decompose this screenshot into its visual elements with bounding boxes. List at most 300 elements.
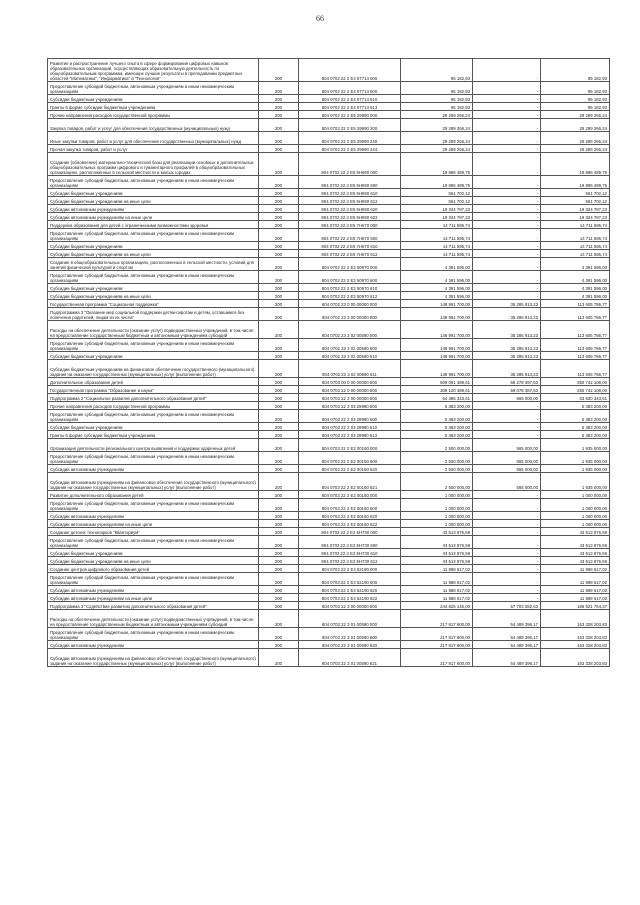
row-executed-cell: - — [473, 402, 541, 410]
row-budget-code-cell: 804 0702 23 3 02 00590 611 — [299, 360, 401, 378]
row-admin-code-cell: 200 — [259, 491, 299, 499]
row-remaining-cell: 1 935 000,00 — [541, 473, 610, 491]
row-approved-cell: 5 383 200,00 — [401, 423, 473, 431]
row-budget-code-cell: 804 0703 22 2 E2 5Н730 610 — [299, 549, 401, 557]
row-approved-cell: 43 513 876,59 — [401, 528, 473, 536]
row-name-cell: Прочие направления расходов государственной программы — [48, 111, 259, 119]
row-name-cell: Гранты в форме субсидии бюджетным учреждениям — [48, 103, 259, 111]
table-row — [48, 308, 610, 321]
table-row — [48, 465, 610, 473]
row-executed-cell: - — [473, 111, 541, 119]
row-remaining-cell: 14 711 595,74 — [541, 250, 610, 258]
row-name-cell: Организация деятельности регионального центра выявления и поддержки одаренных детей — [48, 439, 259, 452]
row-remaining-cell: 63 820 343,61 — [541, 394, 610, 402]
row-name-cell: Субсидии бюджетным учреждениям на иные цели — [48, 292, 259, 300]
budget-execution-table — [47, 58, 610, 667]
row-budget-code-cell: 804 0703 22 2 03 29990 610 — [299, 423, 401, 431]
row-executed-cell: - — [473, 145, 541, 153]
row-executed-cell: - — [473, 528, 541, 536]
table-row — [48, 423, 610, 431]
table-row — [48, 221, 610, 229]
row-admin-code-cell: 200 — [259, 628, 299, 641]
row-executed-cell: - — [473, 213, 541, 221]
row-remaining-cell: 14 711 595,74 — [541, 242, 610, 250]
row-name-cell: Предоставление субсидий бюджетным, автономным учреждениям и иным некоммерческим организациям — [48, 271, 259, 284]
row-budget-code-cell: 804 0703 22 2 E2 5Н730 612 — [299, 557, 401, 565]
row-remaining-cell: 4 391 596,00 — [541, 271, 610, 284]
row-approved-cell: 1 000 000,00 — [401, 499, 473, 512]
row-name-cell: Создание центров цифрового образования детей — [48, 565, 259, 573]
row-remaining-cell: 43 513 876,59 — [541, 536, 610, 549]
table-row — [48, 59, 610, 82]
table-row — [48, 271, 610, 284]
table-row — [48, 491, 610, 499]
row-name-cell: Прочая закупка товаров, работ и услуг — [48, 145, 259, 153]
row-remaining-cell: 19 886 489,75 — [541, 153, 610, 176]
row-budget-code-cell: 804 0703 00 0 00 00000 000 — [299, 378, 401, 386]
table-row — [48, 499, 610, 512]
row-remaining-cell: 19 324 787,23 — [541, 205, 610, 213]
row-admin-code-cell: 200 — [259, 439, 299, 452]
row-budget-code-cell: 804 0703 22 2 E2 00160 620 — [299, 465, 401, 473]
row-approved-cell: 11 988 617,02 — [401, 594, 473, 602]
table-row — [48, 536, 610, 549]
row-admin-code-cell: 200 — [259, 423, 299, 431]
table-row — [48, 473, 610, 491]
row-approved-cell: 4 391 596,00 — [401, 258, 473, 271]
row-executed-cell: - — [473, 95, 541, 103]
row-admin-code-cell: 200 — [259, 360, 299, 378]
table-row — [48, 292, 610, 300]
row-approved-cell: 1 000 000,00 — [401, 520, 473, 528]
row-name-cell: Субсидии бюджетным учреждениям на иные цели — [48, 250, 259, 258]
row-name-cell: Государственная программа "Образование и наука" — [48, 386, 259, 394]
row-executed-cell: - — [473, 221, 541, 229]
table-row — [48, 176, 610, 189]
table-row — [48, 103, 610, 111]
row-admin-code-cell: 200 — [259, 641, 299, 649]
table-row — [48, 111, 610, 119]
row-remaining-cell: 14 711 595,74 — [541, 229, 610, 242]
row-remaining-cell: 29 289 266,24 — [541, 132, 610, 145]
row-admin-code-cell: 200 — [259, 352, 299, 360]
row-admin-code-cell: 200 — [259, 189, 299, 197]
row-name-cell: Предоставление субсидий бюджетным, автономным учреждениям и иным некоммерческим организациям — [48, 229, 259, 242]
row-admin-code-cell: 200 — [259, 205, 299, 213]
row-budget-code-cell: 804 0702 22 2 Е5 7Н670 612 — [299, 250, 401, 258]
row-admin-code-cell: 200 — [259, 573, 299, 586]
row-approved-cell: 2 500 000,00 — [401, 452, 473, 465]
row-executed-cell: - — [473, 557, 541, 565]
row-remaining-cell: 4 391 596,00 — [541, 292, 610, 300]
row-budget-code-cell: 804 0702 22 2 Е2 50970 600 — [299, 271, 401, 284]
row-budget-code-cell: 804 0702 22 2 Е2 50970 612 — [299, 292, 401, 300]
row-admin-code-cell: 200 — [259, 536, 299, 549]
row-remaining-cell: 5 383 200,00 — [541, 423, 610, 431]
row-name-cell: Создание детских технопарков "Кванториум" — [48, 528, 259, 536]
row-executed-cell: - — [473, 565, 541, 573]
row-executed-cell: 54 489 396,17 — [473, 649, 541, 667]
row-admin-code-cell: 200 — [259, 119, 299, 132]
row-budget-code-cell: 804 0703 22 2 E2 00160 000 — [299, 491, 401, 499]
row-approved-cell: 148 991 700,00 — [401, 339, 473, 352]
row-admin-code-cell: 200 — [259, 250, 299, 258]
row-approved-cell: 148 991 700,00 — [401, 321, 473, 339]
row-executed-cell: 54 489 396,17 — [473, 628, 541, 641]
row-executed-cell: - — [473, 292, 541, 300]
row-approved-cell: 14 711 595,74 — [401, 250, 473, 258]
row-remaining-cell: 11 988 617,02 — [541, 565, 610, 573]
row-executed-cell: - — [473, 205, 541, 213]
row-admin-code-cell: 200 — [259, 213, 299, 221]
row-admin-code-cell: 200 — [259, 378, 299, 386]
table-row — [48, 610, 610, 628]
row-approved-cell: 14 711 595,74 — [401, 229, 473, 242]
row-executed-cell: - — [473, 242, 541, 250]
table-row — [48, 197, 610, 205]
table-row — [48, 431, 610, 439]
row-remaining-cell: 11 988 617,02 — [541, 586, 610, 594]
row-remaining-cell: 29 289 266,24 — [541, 119, 610, 132]
row-name-cell: Расходы на обеспечение деятельности (оказание услуг) подведомственных учреждений, в том числе на предоставление государственным бюджетным и автономным учреждениям субсидий — [48, 610, 259, 628]
row-budget-code-cell: 804 0702 22 2 Е5 5Н690 612 — [299, 197, 401, 205]
row-remaining-cell: 113 605 786,77 — [541, 300, 610, 308]
table-row — [48, 242, 610, 250]
table-row — [48, 250, 610, 258]
row-approved-cell: 5 383 200,00 — [401, 431, 473, 439]
row-executed-cell: - — [473, 410, 541, 423]
table-row — [48, 95, 610, 103]
row-approved-cell: 148 991 700,00 — [401, 300, 473, 308]
row-admin-code-cell: 200 — [259, 602, 299, 610]
row-name-cell: Расходы на обеспечение деятельности (оказание услуг) подведомственных учреждений, в том числе на предоставление государственным бюджетным и автономным учреждениям субсидий — [48, 321, 259, 339]
row-approved-cell: 11 988 617,02 — [401, 565, 473, 573]
row-admin-code-cell: 200 — [259, 111, 299, 119]
row-budget-code-cell: 804 0702 22 2 Е4 67714 000 — [299, 59, 401, 82]
row-admin-code-cell: 200 — [259, 410, 299, 423]
row-remaining-cell: 1 000 000,00 — [541, 512, 610, 520]
row-name-cell: Иные закупки товаров, работ и услуг для обеспечения государственных (муниципальных) нужд — [48, 132, 259, 145]
row-remaining-cell: 11 988 617,02 — [541, 594, 610, 602]
row-budget-code-cell: 804 0703 22 2 E4 52190 600 — [299, 573, 401, 586]
row-name-cell: Подпрограмма 3 "Содействие развитию дополнительного образования детей" — [48, 602, 259, 610]
row-approved-cell: 561 702,12 — [401, 197, 473, 205]
row-remaining-cell: 43 513 876,59 — [541, 549, 610, 557]
row-budget-code-cell: 804 0702 22 2 Е4 67714 610 — [299, 95, 401, 103]
row-approved-cell: 43 513 876,59 — [401, 557, 473, 565]
table-row — [48, 565, 610, 573]
row-executed-cell: - — [473, 176, 541, 189]
row-budget-code-cell: 804 0703 22 3 01 00590 620 — [299, 641, 401, 649]
row-remaining-cell: 163 328 203,83 — [541, 649, 610, 667]
row-name-cell: Субсидии автономным учреждениям на иные цели — [48, 213, 259, 221]
row-name-cell: Предоставление субсидий бюджетным, автономным учреждениям и иным некоммерческим организациям — [48, 536, 259, 549]
table-row — [48, 360, 610, 378]
row-budget-code-cell: 804 0703 22 2 03 29990 600 — [299, 410, 401, 423]
table-body — [48, 59, 610, 667]
row-remaining-cell: 113 605 786,77 — [541, 308, 610, 321]
row-budget-code-cell: 804 0703 22 2 E2 00160 620 — [299, 512, 401, 520]
row-approved-cell: 64 385 343,61 — [401, 394, 473, 402]
row-approved-cell: 1 000 000,00 — [401, 512, 473, 520]
row-name-cell: Предоставление субсидий бюджетным, автономным учреждениям и иным некоммерческим организациям — [48, 628, 259, 641]
row-approved-cell: 29 289 266,24 — [401, 119, 473, 132]
row-name-cell: Субсидии автономным учреждениям на иные цели — [48, 594, 259, 602]
row-approved-cell: 14 711 595,74 — [401, 221, 473, 229]
row-admin-code-cell: 200 — [259, 176, 299, 189]
table-row — [48, 153, 610, 176]
table-row — [48, 258, 610, 271]
row-remaining-cell: 5 383 200,00 — [541, 431, 610, 439]
row-name-cell: Предоставление субсидий бюджетным, автономным учреждениям и иным некоммерческим организациям — [48, 573, 259, 586]
row-remaining-cell: 561 702,12 — [541, 189, 610, 197]
row-remaining-cell: 163 328 203,83 — [541, 610, 610, 628]
row-budget-code-cell: 804 0702 23 3 02 00590 600 — [299, 339, 401, 352]
row-remaining-cell: 4 391 596,00 — [541, 284, 610, 292]
row-budget-code-cell: 804 0702 22 2 Е5 29990 244 — [299, 145, 401, 153]
row-executed-cell: 35 285 913,23 — [473, 321, 541, 339]
row-admin-code-cell: 200 — [259, 402, 299, 410]
row-budget-code-cell: 804 0703 22 3 01 00590 600 — [299, 628, 401, 641]
row-executed-cell: 57 703 382,63 — [473, 602, 541, 610]
row-name-cell: Субсидии бюджетным учреждениям — [48, 352, 259, 360]
row-approved-cell: 217 817 600,00 — [401, 628, 473, 641]
row-admin-code-cell: 200 — [259, 95, 299, 103]
row-admin-code-cell: 200 — [259, 145, 299, 153]
row-executed-cell: - — [473, 431, 541, 439]
row-executed-cell: 54 489 396,17 — [473, 641, 541, 649]
row-approved-cell: 2 500 000,00 — [401, 465, 473, 473]
row-remaining-cell: 14 711 595,74 — [541, 221, 610, 229]
table-row — [48, 402, 610, 410]
row-remaining-cell: 95 182,93 — [541, 95, 610, 103]
row-remaining-cell: 113 605 786,77 — [541, 360, 610, 378]
row-admin-code-cell: 200 — [259, 452, 299, 465]
row-admin-code-cell: 200 — [259, 59, 299, 82]
row-remaining-cell: 250 742 108,00 — [541, 386, 610, 394]
row-admin-code-cell: 200 — [259, 549, 299, 557]
row-budget-code-cell: 804 0702 22 2 Е4 67714 613 — [299, 103, 401, 111]
row-executed-cell: 35 285 913,23 — [473, 308, 541, 321]
table-row — [48, 300, 610, 308]
row-executed-cell: - — [473, 132, 541, 145]
table-row — [48, 452, 610, 465]
row-remaining-cell: 163 328 203,83 — [541, 628, 610, 641]
row-name-cell: Субсидии автономным учреждениям — [48, 512, 259, 520]
table-row — [48, 557, 610, 565]
row-remaining-cell: 43 513 876,59 — [541, 557, 610, 565]
table-row — [48, 229, 610, 242]
row-name-cell: Субсидии автономным учреждениям на финансовое обеспечение государственного (муниципального) задания на оказание государственных (муниципальных) услуг (выполнение работ) — [48, 649, 259, 667]
row-remaining-cell: 19 886 489,75 — [541, 176, 610, 189]
table-row — [48, 586, 610, 594]
row-budget-code-cell: 804 0702 22 2 Е5 29990 240 — [299, 132, 401, 145]
table-row — [48, 410, 610, 423]
row-budget-code-cell: 804 0702 22 2 Е5 5Н690 000 — [299, 153, 401, 176]
table-row — [48, 205, 610, 213]
row-executed-cell: - — [473, 82, 541, 95]
row-budget-code-cell: 804 0703 22 2 E2 5Н730 600 — [299, 536, 401, 549]
row-admin-code-cell: 200 — [259, 394, 299, 402]
row-remaining-cell: 113 605 786,77 — [541, 339, 610, 352]
row-approved-cell: 2 500 000,00 — [401, 473, 473, 491]
row-name-cell: Субсидии бюджетным учреждениям — [48, 284, 259, 292]
row-approved-cell: 217 817 600,00 — [401, 641, 473, 649]
row-name-cell: Предоставление субсидий бюджетным, автономным учреждениям и иным некоммерческим организациям — [48, 176, 259, 189]
row-name-cell: Предоставление субсидий бюджетным, автономным учреждениям и иным некоммерческим организациям — [48, 410, 259, 423]
table-row — [48, 145, 610, 153]
row-budget-code-cell: 804 0703 22 2 03 29990 613 — [299, 431, 401, 439]
row-remaining-cell: 1 935 000,00 — [541, 452, 610, 465]
row-approved-cell: 2 500 000,00 — [401, 439, 473, 452]
row-budget-code-cell: 804 0703 22 2 E2 00160 000 — [299, 439, 401, 452]
row-executed-cell: - — [473, 258, 541, 271]
row-admin-code-cell: 200 — [259, 520, 299, 528]
row-name-cell: Подпрограмма 3 "Оказание мер социальной поддержки детям-сиротам и детям, оставшимся без попечения родителей, лицам из их числа" — [48, 308, 259, 321]
row-executed-cell: - — [473, 491, 541, 499]
row-approved-cell: 4 391 596,00 — [401, 271, 473, 284]
row-name-cell: Создание в общеобразовательных организациях, расположенных в сельской местности, условий для занятий физической культурой и спортом — [48, 258, 259, 271]
row-executed-cell: - — [473, 229, 541, 242]
row-approved-cell: 148 991 700,00 — [401, 352, 473, 360]
row-remaining-cell: 113 605 786,77 — [541, 321, 610, 339]
row-name-cell: Субсидии бюджетным учреждениям — [48, 423, 259, 431]
row-executed-cell: - — [473, 119, 541, 132]
row-budget-code-cell: 804 0703 22 2 E2 00160 621 — [299, 473, 401, 491]
row-approved-cell: 217 817 600,00 — [401, 649, 473, 667]
row-budget-code-cell: 804 0702 23 3 02 00590 610 — [299, 352, 401, 360]
row-admin-code-cell: 200 — [259, 221, 299, 229]
table-row — [48, 594, 610, 602]
row-budget-code-cell: 804 0703 22 2 E2 00160 600 — [299, 452, 401, 465]
row-admin-code-cell: 200 — [259, 242, 299, 250]
row-approved-cell: 309 120 489,61 — [401, 386, 473, 394]
row-executed-cell: 35 285 913,23 — [473, 339, 541, 352]
row-budget-code-cell: 804 0703 22 2 E4 52190 620 — [299, 586, 401, 594]
row-admin-code-cell: 200 — [259, 499, 299, 512]
table-row — [48, 284, 610, 292]
row-budget-code-cell: 804 0702 22 2 Е5 29990 000 — [299, 111, 401, 119]
row-admin-code-cell: 200 — [259, 386, 299, 394]
row-executed-cell: - — [473, 586, 541, 594]
row-executed-cell: 565 000,00 — [473, 439, 541, 452]
row-name-cell: Субсидии автономным учреждениям — [48, 465, 259, 473]
row-name-cell: Субсидии бюджетным учреждениям — [48, 189, 259, 197]
row-budget-code-cell: 804 0702 22 2 Е5 5Н690 600 — [299, 176, 401, 189]
row-approved-cell: 95 182,93 — [401, 95, 473, 103]
row-admin-code-cell: 200 — [259, 339, 299, 352]
row-approved-cell: 148 991 700,00 — [401, 360, 473, 378]
row-approved-cell: 509 091 489,61 — [401, 378, 473, 386]
row-executed-cell: - — [473, 520, 541, 528]
table-row — [48, 82, 610, 95]
table-row — [48, 339, 610, 352]
row-name-cell: Предоставление субсидий бюджетным, автономным учреждениям и иным некоммерческим организациям — [48, 82, 259, 95]
row-remaining-cell: 163 328 203,83 — [541, 641, 610, 649]
row-remaining-cell: 29 289 266,24 — [541, 145, 610, 153]
table-row — [48, 602, 610, 610]
row-budget-code-cell: 804 0702 22 2 Е5 5Н690 620 — [299, 205, 401, 213]
row-remaining-cell: 1 935 000,00 — [541, 439, 610, 452]
row-approved-cell: 29 289 266,24 — [401, 145, 473, 153]
row-name-cell: Субсидии бюджетным учреждениям — [48, 242, 259, 250]
row-name-cell: Поддержка образования для детей с ограниченными возможностями здоровья — [48, 221, 259, 229]
row-name-cell: Субсидии автономным учреждениям на финансовое обеспечение государственного (муниципального) задания на оказание государственных (муниципальных) услуг (выполнение работ) — [48, 473, 259, 491]
row-approved-cell: 148 991 700,00 — [401, 308, 473, 321]
row-approved-cell: 29 289 266,24 — [401, 132, 473, 145]
row-budget-code-cell: 804 0702 22 2 Е2 50970 000 — [299, 258, 401, 271]
row-approved-cell: 11 988 617,02 — [401, 573, 473, 586]
table-row — [48, 628, 610, 641]
row-name-cell: Прочие направления расходов государственной программы — [48, 402, 259, 410]
table-row — [48, 189, 610, 197]
row-admin-code-cell: 200 — [259, 649, 299, 667]
row-remaining-cell: 4 391 596,00 — [541, 258, 610, 271]
row-budget-code-cell: 804 0703 22 3 01 00590 621 — [299, 649, 401, 667]
row-budget-code-cell: 804 0703 22 0 00 00000 000 — [299, 386, 401, 394]
row-remaining-cell: 11 988 617,02 — [541, 573, 610, 586]
row-executed-cell: - — [473, 271, 541, 284]
row-admin-code-cell: 200 — [259, 565, 299, 573]
row-name-cell: Предоставление субсидий бюджетным, автономным учреждениям и иным некоммерческим организациям — [48, 339, 259, 352]
row-admin-code-cell: 200 — [259, 300, 299, 308]
row-admin-code-cell: 200 — [259, 258, 299, 271]
row-admin-code-cell: 200 — [259, 512, 299, 520]
row-approved-cell: 43 513 876,59 — [401, 536, 473, 549]
row-budget-code-cell: 804 0702 22 2 Е5 29990 200 — [299, 119, 401, 132]
row-admin-code-cell: 200 — [259, 610, 299, 628]
row-approved-cell: 11 988 617,02 — [401, 586, 473, 594]
table-row — [48, 352, 610, 360]
row-name-cell: Гранты в форме субсидии бюджетным учреждениям — [48, 431, 259, 439]
row-budget-code-cell: 804 0703 22 2 00 00000 000 — [299, 394, 401, 402]
table-row — [48, 213, 610, 221]
row-name-cell: Дополнительное образование детей — [48, 378, 259, 386]
row-budget-code-cell: 804 0702 22 2 Е5 5Н690 622 — [299, 213, 401, 221]
row-executed-cell: 35 285 913,23 — [473, 360, 541, 378]
row-name-cell: Предоставление субсидий бюджетным, автономным учреждениям и иным некоммерческим организациям — [48, 499, 259, 512]
row-executed-cell: 68 278 397,63 — [473, 378, 541, 386]
row-name-cell: Субсидии бюджетным учреждениям — [48, 549, 259, 557]
table-row — [48, 119, 610, 132]
row-admin-code-cell: 200 — [259, 557, 299, 565]
row-executed-cell: - — [473, 153, 541, 176]
row-executed-cell: 565 000,00 — [473, 473, 541, 491]
row-approved-cell: 19 324 787,23 — [401, 213, 473, 221]
row-name-cell: Субсидии автономным учреждениям — [48, 205, 259, 213]
row-approved-cell: 217 817 600,00 — [401, 610, 473, 628]
row-budget-code-cell: 804 0702 22 2 Е5 5Н690 610 — [299, 189, 401, 197]
row-executed-cell: - — [473, 59, 541, 82]
row-name-cell: Государственная программа "Социальная поддержка" — [48, 300, 259, 308]
row-admin-code-cell: 200 — [259, 528, 299, 536]
row-budget-code-cell: 804 0703 22 2 E2 00160 622 — [299, 520, 401, 528]
row-budget-code-cell: 804 0702 22 2 Е5 7Н670 610 — [299, 242, 401, 250]
table-row — [48, 641, 610, 649]
row-executed-cell: - — [473, 499, 541, 512]
row-admin-code-cell: 200 — [259, 82, 299, 95]
row-executed-cell: - — [473, 197, 541, 205]
row-admin-code-cell: 200 — [259, 103, 299, 111]
row-approved-cell: 14 711 595,74 — [401, 242, 473, 250]
row-remaining-cell: 1 000 000,00 — [541, 491, 610, 499]
row-budget-code-cell: 804 0702 23 3 02 00590 000 — [299, 321, 401, 339]
row-executed-cell: - — [473, 573, 541, 586]
row-admin-code-cell: 200 — [259, 229, 299, 242]
row-approved-cell: 19 324 787,23 — [401, 205, 473, 213]
row-approved-cell: 4 391 596,00 — [401, 284, 473, 292]
row-budget-code-cell: 804 0703 22 2 03 29990 000 — [299, 402, 401, 410]
